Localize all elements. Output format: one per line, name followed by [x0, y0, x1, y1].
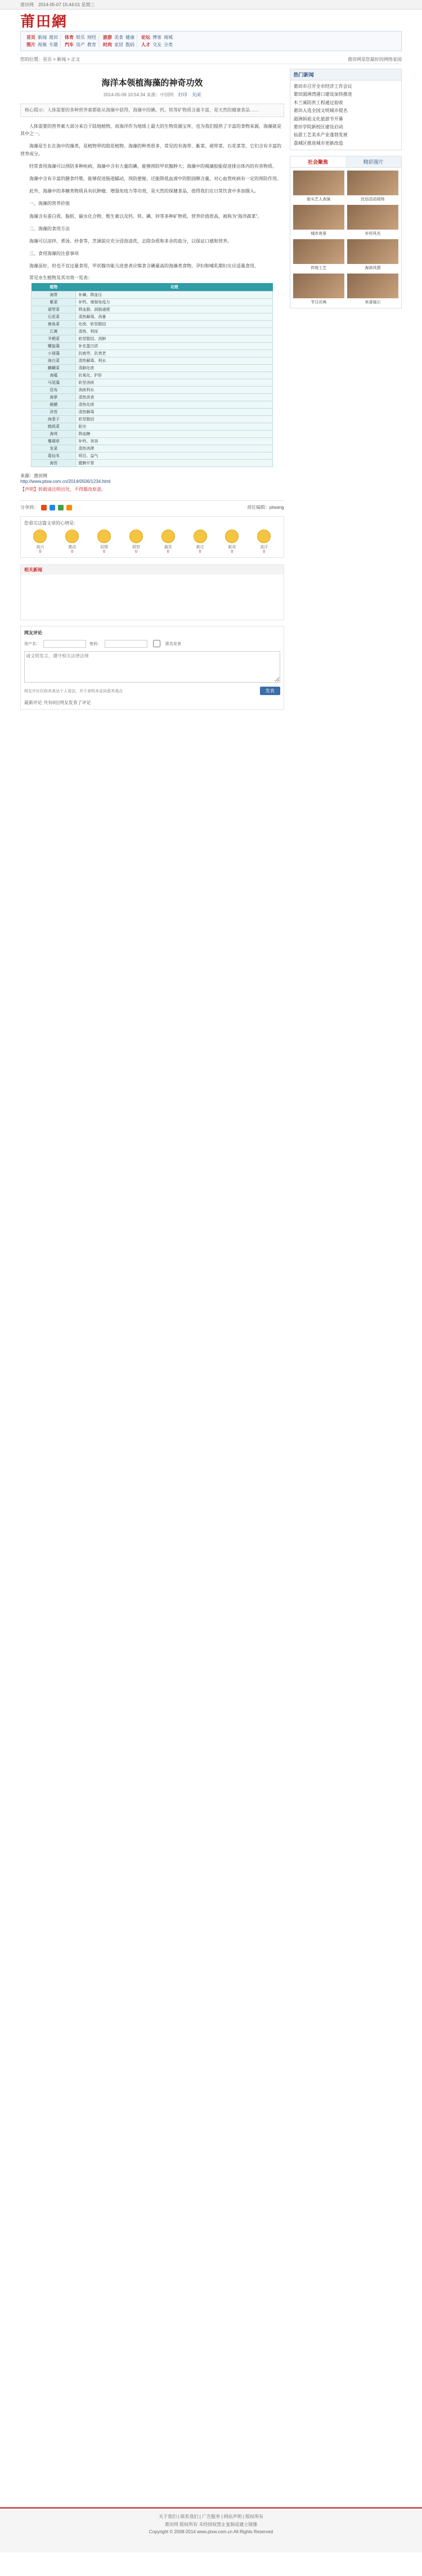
table-row: [32, 438, 273, 445]
share-label: 分享到：: [20, 505, 38, 510]
hot-news-item[interactable]: 莆田市召开全市经济工作会议: [293, 84, 352, 89]
plant-effect-cell: 抗氧化、护肝: [76, 372, 273, 379]
mood-item[interactable]: [129, 530, 143, 554]
nav-group: [62, 34, 99, 48]
hot-news-item[interactable]: 木兰溪防洪工程通过验收: [293, 100, 343, 105]
mood-face-icon[interactable]: [65, 530, 79, 543]
renren-share-icon[interactable]: [66, 505, 72, 510]
anonymous-label: 匿名发表: [165, 642, 181, 646]
comment-textarea[interactable]: [24, 651, 280, 683]
nav-row: [141, 42, 173, 48]
table-row: [32, 409, 273, 416]
mood-face-icon[interactable]: [225, 530, 239, 543]
plant-effect-cell: 清热解毒、利水: [76, 357, 273, 365]
hot-news-list: [290, 80, 401, 150]
table-row: [32, 387, 273, 394]
article-paragraph: 海藻虽好，但也不宜过量食用，甲状腺功能亢进患者应慎食含碘量高的海藻类食物，孕妇和哺乳期妇女应适量食用。: [29, 263, 259, 269]
comment-box: [20, 626, 284, 710]
plant-name-cell: 昆布: [32, 387, 76, 394]
table-row: [32, 460, 273, 467]
footer-links[interactable]: 关于我们 | 联系我们 | 广告服务 | 网站声明 | 版权所有: [158, 2514, 264, 2519]
table-row: [32, 431, 273, 438]
comment-login: [24, 638, 280, 649]
mood-label: 愤怒: [132, 545, 140, 550]
picture-caption: 民俗活动现场: [361, 198, 385, 202]
plant-effect-cell: 化痰、软坚散结: [76, 321, 273, 328]
related-news: [20, 565, 284, 620]
hot-news-title: 热门新闻: [290, 69, 401, 80]
picture-thumbnail[interactable]: [293, 205, 344, 230]
hot-news-item[interactable]: 湄洲妈祖文化旅游节开幕: [293, 116, 343, 122]
plant-effect-cell: 补钙、美容: [76, 438, 273, 445]
weibo-share-icon[interactable]: [41, 505, 47, 510]
picture-item[interactable]: [347, 239, 398, 271]
mood-face-icon[interactable]: [257, 530, 271, 543]
table-row: [32, 372, 273, 379]
picture-thumbnail[interactable]: [347, 171, 398, 195]
comment-list-title: 最新评论 共有0位网友发表了评论: [24, 700, 91, 706]
top-date: 2014-05-07 15:44:01 星期三: [38, 2, 95, 7]
plant-effect-cell: 补充蛋白质: [76, 343, 273, 350]
hot-news-item[interactable]: 莆田入选全国文明城市提名: [293, 108, 348, 114]
password-label: 密码：: [89, 642, 101, 646]
plant-name-cell: 海茸: [32, 431, 76, 438]
nav-row: [141, 34, 173, 41]
article-paragraph: 三、食用海藻的注意事项: [29, 251, 79, 257]
table-row: [32, 350, 273, 357]
mood-face-icon[interactable]: [161, 530, 175, 543]
picture-thumbnail[interactable]: [293, 239, 344, 264]
picture-caption: 节日庆典: [311, 301, 327, 305]
nav-link[interactable]: 人才: [141, 42, 150, 47]
mood-item[interactable]: [161, 530, 175, 554]
plant-effect-cell: 健脾开胃: [76, 460, 273, 467]
table-row: [32, 423, 273, 431]
mood-box: [20, 516, 284, 558]
picture-item[interactable]: [293, 171, 344, 202]
hot-news-item[interactable]: 莆田湄洲湾港口建设加快推进: [293, 92, 352, 97]
article-title: 海洋本领植海藻的神奇功效: [101, 78, 203, 88]
plant-effect-cell: 软坚散结: [76, 416, 273, 423]
table-row: [32, 328, 273, 335]
plant-effect-cell: 清热消滞: [76, 445, 273, 453]
mood-label: 同情: [100, 545, 109, 550]
plant-name-cell: 马尾藻: [32, 379, 76, 387]
plant-name-cell: 小球藻: [32, 350, 76, 357]
plant-name-cell: 浒苔: [32, 409, 76, 416]
breadcrumb: [20, 55, 402, 64]
picture-item[interactable]: [347, 205, 398, 236]
article-paragraph: 经常食用海藻可以预防多种疾病，海藻中含有大量的碘，能够预防甲状腺肿大；海藻中的褐藻胶能促进排出体内的有害物质。: [29, 163, 277, 169]
breadcrumb-path[interactable]: 您的位置：首页 > 新闻 > 正文: [20, 56, 80, 62]
table-row: [32, 299, 273, 306]
plant-name-cell: 鹧鸪菜: [32, 423, 76, 431]
wechat-share-icon[interactable]: [58, 505, 64, 510]
nav-link[interactable]: 美食: [114, 35, 123, 40]
nav-link[interactable]: 专题: [49, 42, 58, 47]
nav-row: [103, 34, 134, 41]
picture-tabs: [290, 156, 401, 168]
footer-rights: 莆田网 版权所有 未经授权禁止复制或建立镜像: [164, 2521, 258, 2527]
article-paragraph: 海藻是生长在海中的藻类，是植物界的隐花植物。海藻的种类很多，常见的有海带、紫菜、裙带菜、石花菜等，它们含有丰富的营养成分。: [20, 144, 281, 156]
mood-label: 搞笑: [164, 545, 172, 550]
picture-caption: 城市夜景: [311, 232, 327, 236]
mood-label: 感动: [68, 545, 77, 550]
print-link[interactable]: 打印: [178, 92, 187, 97]
table-header-plant: 植物: [32, 283, 76, 292]
nav-row: [26, 34, 58, 41]
table-header-effect: 功效: [76, 283, 273, 292]
editor-name: 责任编辑：ptwang: [246, 505, 284, 510]
plant-effect-cell: 清肺化痰: [76, 365, 273, 372]
plant-effect-cell: 补碘、降血压: [76, 292, 273, 299]
mood-label: 流汗: [260, 545, 268, 550]
picture-item[interactable]: [347, 274, 398, 305]
nav-link[interactable]: 娱乐: [76, 35, 85, 40]
plant-name-cell: 葛仙米: [32, 453, 76, 460]
plant-name-cell: 海苔: [32, 460, 76, 467]
picture-item[interactable]: [293, 274, 344, 305]
article-paragraph: 人体需要的营养素大部分来自于陆地植物，而海洋作为地球上最大的生物资源宝库，也为我们提供了丰富的食物来源，海藻就是其中之一。: [20, 124, 281, 137]
related-news-body: [21, 575, 284, 620]
mood-count: 0: [103, 550, 106, 554]
plant-effect-cell: 清热化痰: [76, 401, 273, 409]
plant-name-cell: 海黍子: [32, 416, 76, 423]
plant-name-cell: 螺旋藻: [32, 343, 76, 350]
article-paragraph: 一、海藻的营养价值: [29, 201, 70, 207]
close-link[interactable]: 关闭: [191, 92, 201, 97]
mood-face-icon[interactable]: [194, 530, 207, 543]
plant-name-cell: 礁膜: [32, 401, 76, 409]
table-row: [32, 306, 273, 313]
submit-comment-button[interactable]: 发表: [260, 687, 280, 695]
nav-group: [24, 34, 61, 48]
article-paragraph: 海藻可以凉拌、煮汤、炒食等，烹调前应充分浸泡清洗，去除杂质和多余的盐分，以保证口感和营养。: [29, 238, 232, 244]
table-row: [32, 357, 273, 365]
plant-effect-cell: 软坚散结、消肿: [76, 335, 273, 343]
source-url-link[interactable]: http://www.ptxw.com.cn/2014/0506/1234.html: [20, 479, 111, 485]
plant-effect-cell: 清热、利尿: [76, 328, 273, 335]
plant-effect-cell: 软坚消痰: [76, 379, 273, 387]
nav-link[interactable]: 莆田: [49, 35, 58, 40]
mood-item[interactable]: [33, 530, 47, 554]
article-meta-text: 2014-05-06 10:54:34 来源：中国网: [103, 92, 174, 97]
tab-pictures[interactable]: 精彩图片: [345, 156, 401, 168]
plant-name-cell: 紫菜: [32, 299, 76, 306]
tab-social[interactable]: 社会聚焦: [290, 156, 346, 168]
nav-link[interactable]: 数码: [125, 42, 134, 47]
username-input[interactable]: [43, 640, 86, 648]
table-row: [32, 445, 273, 453]
site-logo[interactable]: 莆田網: [20, 13, 68, 30]
nav-link[interactable]: 视频: [38, 42, 47, 47]
anonymous-checkbox[interactable]: [153, 640, 160, 647]
mood-label: 新奇: [228, 545, 236, 550]
plant-effect-cell: 降血糖: [76, 431, 273, 438]
nav-row: [103, 42, 134, 48]
article-paragraph: 此外，海藻中的多糖类物质具有抗肿瘤、增强免疫力等功效，是天然的保健食品，值得我们在日常饮食中多加摄入。: [29, 189, 259, 194]
nav-link[interactable]: 财经: [87, 35, 96, 40]
plant-name-cell: 石花菜: [32, 313, 76, 321]
article-body: [20, 123, 284, 270]
table-row: [32, 365, 273, 372]
nav-link[interactable]: 商城: [164, 35, 173, 40]
nav-link[interactable]: 教育: [87, 42, 96, 47]
username-label: 用户名：: [24, 642, 40, 646]
nav-link[interactable]: 体育: [65, 35, 74, 40]
related-news-title: 相关新闻: [21, 565, 284, 575]
nav-link[interactable]: 图片: [26, 42, 35, 47]
picture-thumbnail[interactable]: [293, 171, 344, 195]
plant-name-cell: 海白菜: [32, 357, 76, 365]
picture-box: [290, 156, 402, 308]
picture-caption: 美食展示: [365, 301, 381, 305]
comment-tip: 网友评论仅供其表达个人看法，并不表明本站同意其观点: [24, 689, 123, 693]
mood-face-icon[interactable]: [97, 530, 111, 543]
plant-name-cell: 珊瑚草: [32, 438, 76, 445]
picture-item[interactable]: [293, 205, 344, 236]
nav-link[interactable]: 房产: [76, 42, 85, 47]
footer: [0, 2507, 422, 2552]
table-row: [32, 343, 273, 350]
sidebar: [290, 69, 402, 710]
content-wrap: [20, 69, 402, 710]
picture-caption: 乡村风光: [365, 232, 381, 236]
table-row: [32, 335, 273, 343]
plant-effect-cell: 消痰利水: [76, 387, 273, 394]
footer-copyright: Copyright © 2008-2014 www.ptxw.com.cn All Rights Reserved: [149, 2529, 273, 2535]
nav-row: [65, 34, 96, 41]
plant-name-cell: 裙带菜: [32, 306, 76, 313]
nav-link[interactable]: 分类: [164, 42, 173, 47]
table-row: [32, 321, 273, 328]
hot-news-item[interactable]: 莆田学院新校区建设启动: [293, 124, 343, 129]
plant-effect-cell: 明目、益气: [76, 453, 273, 460]
plants-table: [31, 283, 273, 467]
nav-link[interactable]: 时尚: [103, 42, 112, 47]
nav-link[interactable]: 首页: [26, 35, 35, 40]
nav-group: [139, 34, 175, 48]
password-input[interactable]: [105, 640, 147, 648]
hot-news-item[interactable]: 仙游工艺美术产业蓬勃发展: [293, 132, 348, 138]
picture-caption: 街头艺人表演: [307, 198, 331, 202]
nav-link[interactable]: 论坛: [141, 35, 150, 40]
picture-caption: 传统工艺: [311, 266, 327, 271]
nav-row: [26, 42, 58, 48]
mood-count: 0: [39, 550, 42, 554]
article-meta: [20, 92, 284, 98]
top-bar: [0, 0, 422, 10]
nav-group: [101, 34, 137, 48]
plant-effect-cell: 清热解毒、消暑: [76, 313, 273, 321]
plant-effect-cell: 补钙、增强免疫力: [76, 299, 273, 306]
plant-name-cell: 海带: [32, 292, 76, 299]
nav-link[interactable]: 交友: [152, 42, 161, 47]
mood-count: 0: [167, 550, 169, 554]
plant-name-cell: 发菜: [32, 445, 76, 453]
nav-link[interactable]: 汽车: [65, 42, 74, 47]
picture-item[interactable]: [293, 239, 344, 271]
mood-item[interactable]: [65, 530, 79, 554]
source-label: 来源：莆田网: [20, 473, 47, 479]
plant-effect-cell: 降血脂、润肠通便: [76, 306, 273, 313]
plant-name-cell: 海萝: [32, 394, 76, 401]
mood-item[interactable]: [257, 530, 271, 554]
mood-count: 0: [134, 550, 137, 554]
nav-row: [65, 42, 96, 48]
top-site-name[interactable]: 莆田网: [20, 2, 34, 7]
article-paragraph: 二、海藻的食用方法: [29, 226, 70, 231]
mood-label: 难过: [196, 545, 204, 550]
comment-title: 网友评论: [24, 630, 42, 636]
comment-actions: [24, 687, 280, 695]
copyright-notice: 【声明】转载请注明出处，不得篡改原意。: [20, 487, 106, 492]
mood-label: 高兴: [36, 545, 44, 550]
article-summary: 核心提示：人体需要的多种营养素都能从海藻中获得，海藻中的碘、钙、铁等矿物质含量丰富，是天然的健康食品……: [20, 104, 284, 117]
article-column: [20, 69, 284, 710]
table-caption: 常见水生植物及其功效一览表：: [29, 275, 92, 281]
mood-item[interactable]: [97, 530, 111, 554]
picture-thumbnail[interactable]: [293, 274, 344, 298]
plant-name-cell: 麒麟菜: [32, 365, 76, 372]
mood-face-icon[interactable]: [33, 530, 47, 543]
nav-link[interactable]: 旅游: [103, 35, 112, 40]
table-row: [32, 292, 273, 299]
header: [0, 10, 422, 31]
picture-item[interactable]: [347, 171, 398, 202]
plant-name-cell: 海蕴: [32, 372, 76, 379]
plant-effect-cell: 抗疲劳、抗衰老: [76, 350, 273, 357]
table-row: [32, 401, 273, 409]
breadcrumb-slogan: 莆田网是您最好的网络家园: [348, 56, 402, 62]
qzone-share-icon[interactable]: [50, 505, 55, 510]
plant-name-cell: 羊栖菜: [32, 335, 76, 343]
table-row: [32, 453, 273, 460]
picture-grid: [290, 168, 401, 308]
table-row: [32, 379, 273, 387]
picture-thumbnail[interactable]: [347, 274, 398, 298]
table-row: [32, 416, 273, 423]
nav-link[interactable]: 博客: [152, 35, 161, 40]
plant-effect-cell: 清热解毒: [76, 409, 273, 416]
hot-news-item[interactable]: 荔城区推进城市更新改造: [293, 140, 343, 146]
picture-thumbnail[interactable]: [347, 239, 398, 264]
hot-news-box: [290, 69, 402, 150]
mood-count: 0: [199, 550, 201, 554]
share-bar: [20, 500, 284, 510]
picture-caption: 海滨风情: [365, 266, 381, 271]
main-nav: [20, 31, 402, 51]
nav-link[interactable]: 新闻: [38, 35, 47, 40]
table-row: [32, 313, 273, 321]
mood-list: [24, 530, 280, 554]
article-source: [20, 473, 284, 484]
table-row: [32, 394, 273, 401]
article-paragraph: 海藻中含有丰富的膳食纤维，能够促进肠道蠕动，预防便秘，还能降低血液中的胆固醇含量，对心血管疾病有一定的预防作用。: [29, 176, 281, 181]
mood-count: 0: [263, 550, 266, 554]
article-paragraph: 海藻含有蛋白质、脂肪、碳水化合物、维生素以及钙、铁、碘、锌等多种矿物质，营养价值很高，被称为“海洋蔬菜”。: [29, 213, 262, 219]
picture-thumbnail[interactable]: [347, 205, 398, 230]
plant-effect-cell: 驱虫: [76, 423, 273, 431]
mood-item[interactable]: [194, 530, 207, 554]
mood-title: 您看完这篇文章的心情是：: [24, 521, 78, 526]
mood-count: 0: [231, 550, 234, 554]
plant-effect-cell: 清热消食: [76, 394, 273, 401]
plant-name-cell: 江蓠: [32, 328, 76, 335]
nav-link[interactable]: 家居: [114, 42, 123, 47]
nav-link[interactable]: 健康: [125, 35, 134, 40]
mood-item[interactable]: [225, 530, 239, 554]
mood-count: 0: [71, 550, 74, 554]
plant-name-cell: 鹿角菜: [32, 321, 76, 328]
mood-face-icon[interactable]: [129, 530, 143, 543]
